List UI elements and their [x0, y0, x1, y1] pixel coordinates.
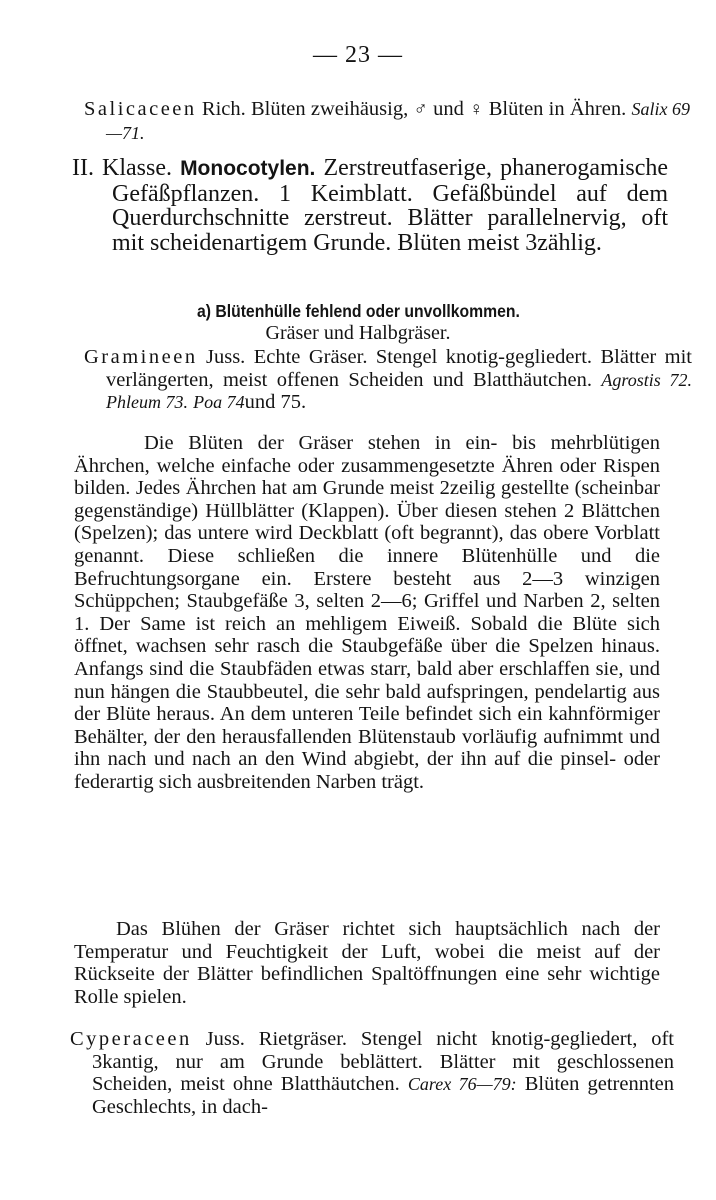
genus-reference: Phleum 73.	[106, 392, 188, 413]
family-description-cont: Blüten getrennten Geschlechts, in dach-	[92, 1073, 674, 1118]
subsection-title-row	[0, 301, 716, 322]
family-description-cont: Blüten in Ähren.	[488, 98, 627, 120]
class-text: Zerstreutfaserige, phanerogamische Gefäßpflanzen. 1 Keimblatt. Gefäßbündel auf dem Querdurchschnitte zerstreut. Blätter parallelnervig, oft mit scheidenartigem Grunde. Blüten meist 3zählig.	[112, 155, 668, 256]
family-description: Rietgräser. Stengel nicht knotig-gegliedert, oft 3kantig, nur am Grunde beblättert. Blätter mit geschlossenen Scheiden, meist ohne Blatthäutchen.	[92, 1028, 674, 1096]
page-number: — 23 —	[313, 42, 403, 68]
genus-reference: Salix 69—71.	[106, 99, 691, 143]
family-description: Echte Gräser. Stengel knotig-gegliedert. Blätter mit verlängerten, meist offenen Scheiden und Blatthäutchen.	[106, 346, 693, 391]
genus-reference: Carex 76—79:	[407, 1074, 517, 1095]
female-symbol-icon: ♀	[469, 99, 484, 120]
class-label: II. Klasse.	[72, 155, 173, 181]
subsection-title: a) Blütenhülle fehlend oder unvollkommen.	[196, 301, 520, 321]
family-author: Juss.	[205, 1028, 245, 1050]
salicaceen-entry	[84, 98, 690, 144]
family-author: Rich.	[201, 98, 246, 120]
family-name: Gramineen	[84, 346, 198, 368]
family-name: Salicaceen	[84, 98, 197, 120]
male-symbol-icon: ♂	[413, 99, 428, 120]
family-name: Cyperaceen	[70, 1028, 192, 1050]
class-description	[72, 156, 668, 255]
gramineen-entry	[84, 346, 692, 414]
family-author: Juss.	[206, 346, 246, 368]
cyperaceen-entry	[70, 1028, 674, 1118]
genus-reference: Poa 74	[193, 392, 245, 413]
subsection-subtitle: Gräser und Halbgräser.	[265, 322, 451, 344]
class-name: Monocotylen.	[180, 157, 316, 180]
class-section	[72, 156, 668, 255]
body-paragraph-flowering: Die Blüten der Gräser stehen in ein- bis mehrblütigen Ährchen, welche einfache oder zusammengesetzte Ähren oder Rispen bilden. Jedes Ährchen hat am Grunde meist 2zeilig gestellte (scheinbar gegenständige) Hüllblätter (Klappen). Über diesen stehen 2 Blättchen (Spelzen); das untere wird Deckblatt (oft begrannt), das obere Vorblatt genannt. Diese schließen die innere Blütenhülle und die Befruchtungsorgane ein. Erstere besteht aus 2—3 winzigen Schüppchen; Staubgefäße 3, selten 2—6; Griffel und Narben 2, selten 1. Der Same ist reich an mehligem Eiweiß. Sobald die Blüte sich öffnet, wachsen sehr rasch die Staubgefäße über die Spelzen hinaus. Anfangs sind die Staubfäden etwas starr, bald aber erschlaffen sie, und nun hängen die Staubbeutel, die sehr bald aufspringen, pendelartig aus der Blüte heraus. An dem unteren Teile befindet sich ein kahnförmiger Behälter, der den herausfallenden Blütenstaub vorläufig aufnimmt und ihn nach und nach an den Wind abgiebt, der ihn auf die pinsel- oder federartig sich ausbreitenden Narben trägt.	[74, 432, 660, 793]
conjunction: und	[433, 98, 464, 120]
genus-reference: Agrostis 72.	[601, 369, 692, 390]
genus-reference-tail: und 75.	[244, 391, 307, 414]
family-description: Blüten zweihäusig,	[250, 98, 409, 120]
body-paragraph-temperature: Das Blühen der Gräser richtet sich hauptsächlich nach der Temperatur und Feuchtigkeit der Luft, wobei die meist auf der Rückseite der Blätter befindlichen Spaltöffnungen eine sehr wichtige Rolle spielen.	[74, 918, 660, 1008]
